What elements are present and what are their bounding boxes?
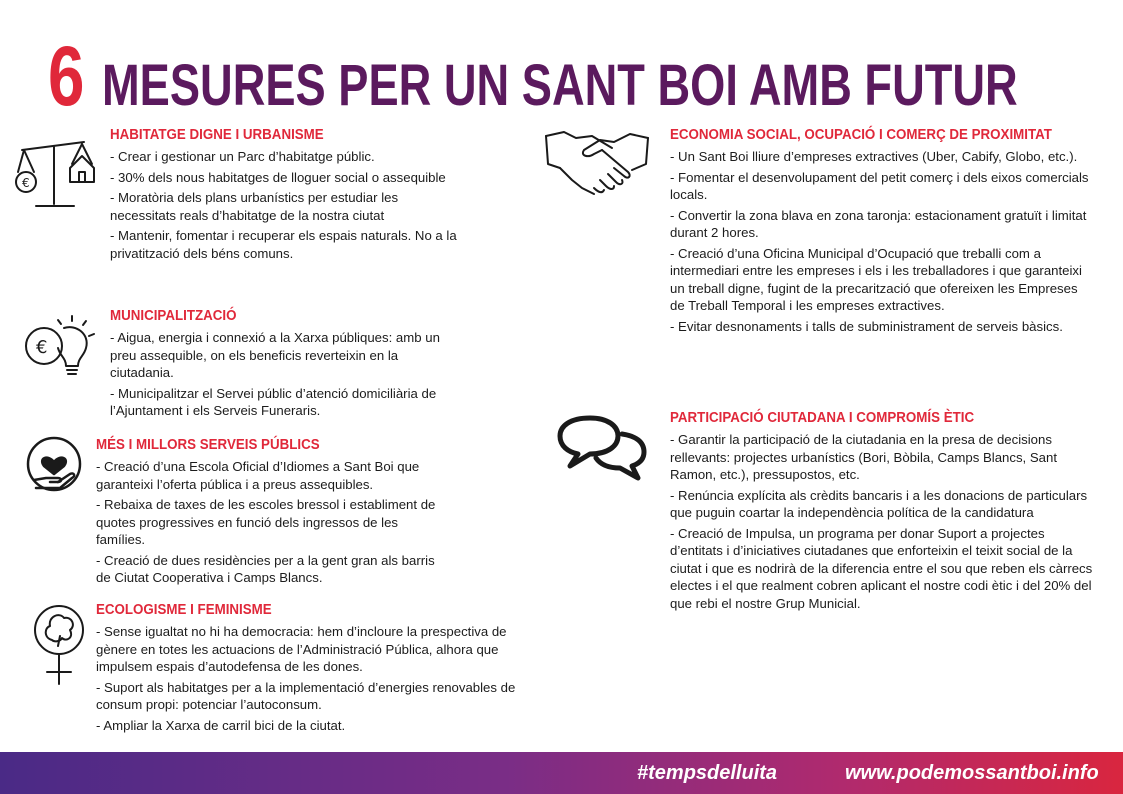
list-item: - Fomentar el desenvolupament del petit comerç i dels eixos comercials locals. — [670, 169, 1089, 202]
section-title: HABITATGE DIGNE I URBANISME — [110, 127, 324, 143]
hand-heart-icon — [22, 436, 86, 500]
speech-bubbles-icon — [556, 412, 648, 482]
list-item: - Evitar desnonaments i talls de subministrament de serveis bàsics. — [670, 318, 1063, 334]
section-title: MUNICIPALITZACIÓ — [110, 308, 237, 324]
title-number: 6 — [48, 29, 85, 123]
title-text: MESURES PER UN SANT BOI AMB FUTUR — [102, 53, 1018, 118]
section-title: ECOLOGISME I FEMINISME — [96, 602, 272, 618]
list-item: - Creació de dues residències per a la gent gran als barris de Ciutat Cooperativa i Camps Blancs. — [96, 552, 435, 585]
list-item: - Suport als habitatges per a la implementació d’energies renovables de consum propi: potenciar l’autoconsum. — [96, 679, 516, 712]
section-ecologisme-feminisme — [96, 601, 546, 737]
list-item: - Creació de Impulsa, un programa per donar Suport a projectes d’entitats i d’iniciatives ciutadanes que enforteixin el teixit social de la ciutat i que es nodrirà de la diferencia entre el sou que reben els càrrecs electes i el que realment cobren aplicant el nostre codi ètic i del 20% del que rebi el nostre Grup Municial. — [670, 525, 1093, 611]
section-municipalitzacio — [110, 307, 464, 423]
list-item: - Aigua, energia i connexió a la Xarxa públiques: amb un preu assequible, on els beneficis reverteixin en la ciutadania. — [110, 330, 440, 380]
footer-bar — [0, 752, 1123, 794]
list-item: - Creació d’una Oficina Municipal d’Ocupació que treballi com a intermediari entre les empreses i els i les treballadores i que garanteixi un treball digne, fugint de la precarització que ofereixen les Empreses de Treball Temporal i les empreses extractives. — [670, 245, 1082, 313]
footer-hashtag[interactable]: #tempsdelluita — [637, 762, 778, 784]
section-participacio — [670, 409, 1095, 615]
svg-text:€: € — [22, 176, 30, 190]
list-item: - Convertir la zona blava en zona taronja: estacionament gratuït i limitat durant 2 hores. — [670, 207, 1087, 240]
page-title — [48, 29, 1123, 123]
svg-text:€: € — [36, 337, 48, 358]
lightbulb-icon — [20, 312, 98, 384]
list-item: - Ampliar la Xarxa de carril bici de la ciutat. — [96, 717, 346, 733]
list-item: - 30% dels nous habitatges de lloguer social o assequible — [110, 169, 446, 185]
list-item: - Renúncia explícita als crèdits bancaris i a les donacions de particulars que puguin coartar la independència política de la candidatura — [670, 487, 1088, 520]
list-item: - Rebaixa de taxes de les escoles bressol i establiment de quotes progressives en funció dels ingressos de les famílies. — [96, 497, 436, 547]
list-item: - Mantenir, fomentar i recuperar els espais naturals. No a la privatització dels béns comuns. — [110, 228, 457, 261]
list-item: - Garantir la participació de la ciutadania en la presa de decisions rellevants: projectes urbanístics (Bori, Bòbila, Camps Blancs, Sant Ramon, etc.), pressupostos, etc. — [670, 432, 1058, 482]
list-item: - Crear i gestionar un Parc d’habitatge públic. — [110, 149, 375, 164]
list-item: - Sense igualtat no hi ha democracia: hem d’incloure la prespectiva de gènere en totes les actuacions de l’Administració Pública, alhora que impulsem espais d’autodefensa de les dones. — [96, 624, 507, 674]
section-title: MÉS I MILLORS SERVEIS PÚBLICS — [96, 437, 320, 453]
female-symbol-icon — [30, 600, 88, 688]
section-serveis-publics — [96, 436, 446, 590]
list-item: - Moratòria dels plans urbanístics per estudiar les necessitats reals d’habitatge de la nostra ciutat — [110, 190, 399, 223]
list-item: - Creació d’una Escola Oficial d’Idiomes a Sant Boi que garanteixi l’oferta pública i a preus assequibles. — [96, 459, 420, 492]
list-item: - Municipalitzar el Servei públic d’atenció domiciliària de l’Ajuntament i els Serveis Funeraris. — [110, 385, 437, 418]
section-title: ECONOMIA SOCIAL, OCUPACIÓ I COMERÇ DE PROXIMITAT — [670, 127, 1052, 143]
footer-website-link[interactable]: www.podemossantboi.info — [845, 762, 1099, 784]
handshake-icon — [542, 128, 652, 200]
section-habitatge — [110, 126, 460, 265]
scale-icon — [14, 138, 96, 214]
list-item: - Un Sant Boi lliure d’empreses extractives (Uber, Cabify, Globo, etc.). — [670, 149, 1078, 164]
section-economia-social — [670, 126, 1095, 338]
section-title: PARTICIPACIÓ CIUTADANA I COMPROMÍS ÈTIC — [670, 410, 975, 426]
